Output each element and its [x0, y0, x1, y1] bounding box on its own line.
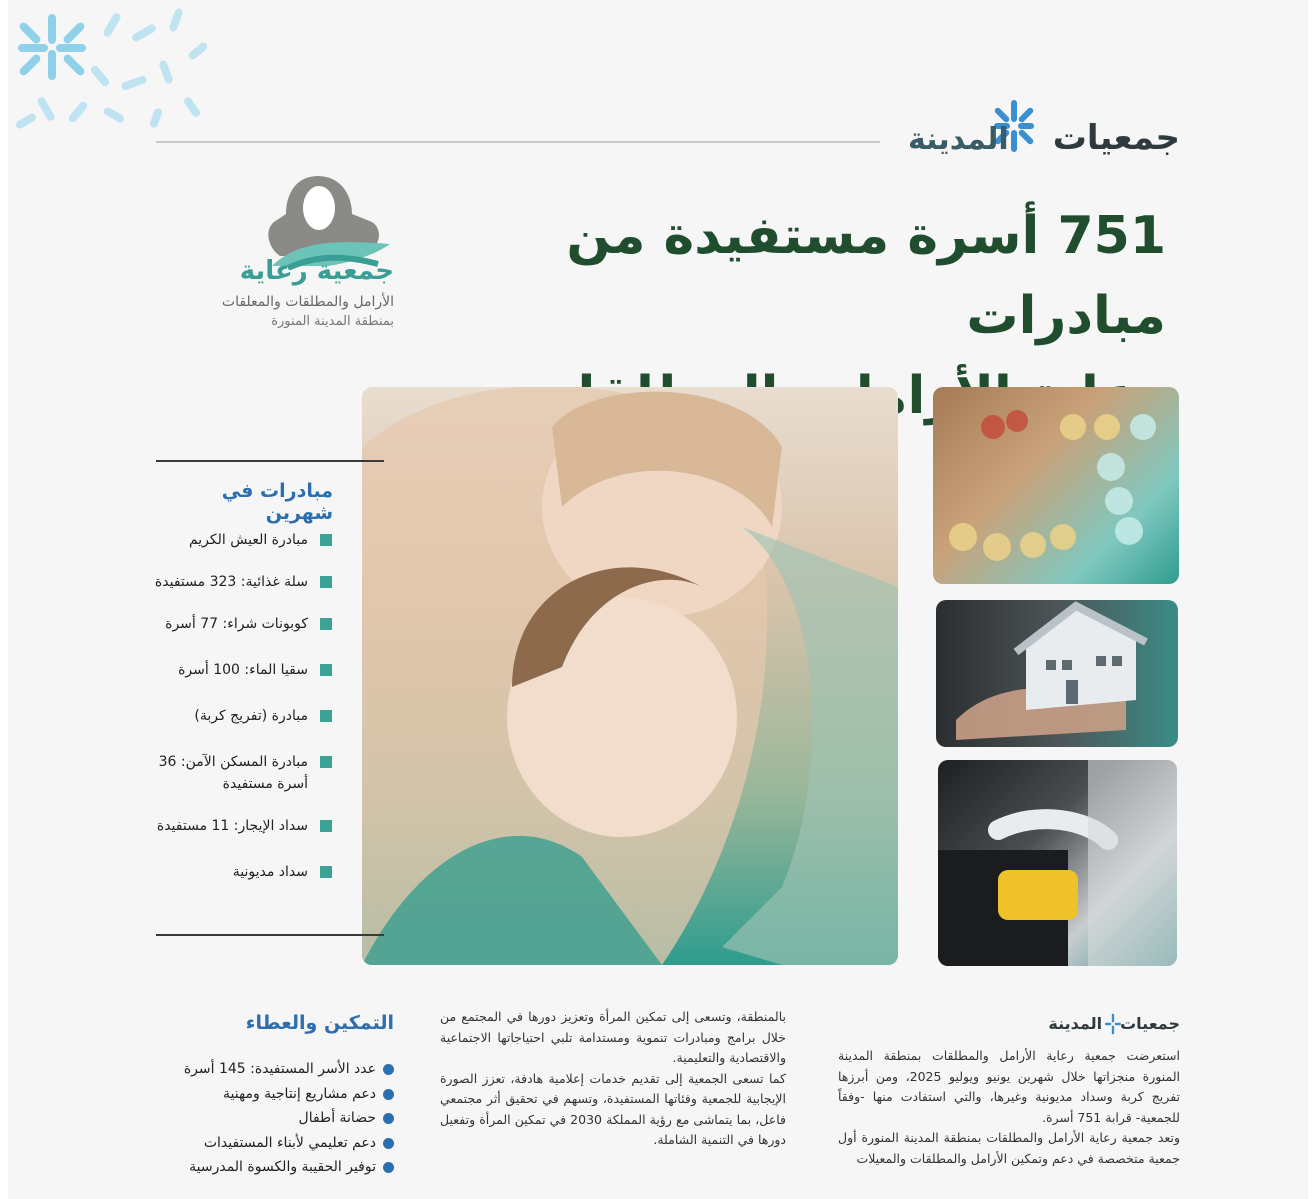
empowerment-list — [160, 1057, 396, 1180]
round-bullet-icon — [383, 1162, 394, 1173]
square-bullet-icon — [320, 820, 332, 832]
headline-line1: 751 أسرة مستفيدة من مبادرات — [566, 206, 1166, 346]
headline-line2: الأرامل — [828, 366, 1012, 426]
association-region: بمنطقة المدينة المنورة — [271, 314, 394, 329]
square-bullet-icon — [320, 534, 332, 546]
initiative-text: مبادرة العيش الكريم — [188, 532, 308, 548]
article-column-1 — [838, 1046, 1180, 1169]
initiative-text: سداد الإيجار: 11 مستفيدة — [156, 818, 308, 834]
top-divider — [156, 141, 880, 143]
article-paragraph: بالمنطقة، وتسعى إلى تمكين المرأة وتعزيز دورها في المجتمع من خلال برامج ومبادرات تنموية ومستدامة تلبي احتياجاتها الاجتماعية والاقتصادية والتعليمية. — [440, 1009, 786, 1065]
care-service-photo — [938, 760, 1177, 966]
empowerment-text: دعم مشاريع إنتاجية ومهنية — [223, 1085, 376, 1102]
empowerment-text: دعم تعليمي لأبناء المستفيدات — [203, 1134, 376, 1151]
woman-hands-logo-icon — [168, 170, 408, 270]
initiative-text: مبادرة (تفريج كربة) — [194, 708, 308, 724]
empowerment-item — [160, 1057, 396, 1082]
round-bullet-icon — [383, 1089, 394, 1100]
empowerment-text: عدد الأسر المستفيدة: 145 أسرة — [183, 1061, 376, 1077]
association-subtitle: الأرامل والمطلقات والمعلقات — [221, 294, 394, 310]
article-brand-part2: المدينة — [1048, 1014, 1103, 1033]
initiative-item — [138, 751, 334, 795]
empowerment-title: التمكين والعطاء — [245, 1012, 394, 1034]
initiative-text: مبادرة المسكن الآمن: 36 أسرة مستفيدة — [158, 754, 308, 792]
brand-logo — [902, 96, 1192, 160]
initiative-item — [138, 529, 334, 551]
initiative-item — [138, 571, 334, 593]
brand-name — [908, 118, 1180, 158]
initiative-item — [138, 861, 334, 883]
initiative-text: سقيا الماء: 100 أسرة — [178, 662, 308, 678]
empowerment-item — [160, 1106, 396, 1131]
initiatives-bottom-rule — [156, 934, 384, 936]
food-basket-photo — [933, 387, 1179, 584]
square-bullet-icon — [320, 756, 332, 768]
care-illustration — [938, 760, 1177, 966]
initiative-item — [138, 659, 334, 681]
initiative-item — [138, 705, 334, 727]
brand-part1: جمعيات — [1052, 118, 1180, 158]
mother-daughter-photo — [362, 387, 898, 965]
article-brand-name — [1048, 1014, 1180, 1033]
house-model-illustration — [936, 600, 1178, 747]
empowerment-text: حضانة أطفال — [298, 1110, 376, 1126]
initiative-text: سلة غذائية: 323 مستفيدة — [154, 574, 308, 590]
initiative-text: كوبونات شراء: 77 أسرة — [165, 616, 308, 632]
square-bullet-icon — [320, 866, 332, 878]
brand-part2: المدينة — [907, 122, 1009, 157]
mother-daughter-illustration — [362, 387, 898, 965]
decorative-asterisk-pattern — [12, 0, 222, 140]
article-brand-part1: جمعيات — [1120, 1014, 1180, 1033]
article-paragraph: وتعد جمعية رعاية الأرامل والمطلقات بمنطقة المدينة المنورة أول جمعية متخصصة في دعم وتمكين الأرامل والمطلقات والمعيلات — [838, 1130, 1180, 1166]
food-cans-illustration — [933, 387, 1179, 584]
round-bullet-icon — [383, 1138, 394, 1149]
initiatives-title: مبادرات في شهرين — [221, 480, 333, 524]
association-logo — [168, 170, 408, 340]
initiatives-top-rule — [156, 460, 384, 462]
round-bullet-icon — [383, 1064, 394, 1075]
empowerment-item — [160, 1131, 396, 1156]
article-column-2 — [440, 1007, 786, 1151]
empowerment-item — [160, 1082, 396, 1107]
house-in-hands-photo — [936, 600, 1178, 747]
initiative-item — [138, 815, 334, 837]
initiatives-list — [138, 525, 334, 883]
initiative-text: سداد مديونية — [232, 864, 308, 880]
initiative-item — [138, 613, 334, 635]
association-name: جمعية رعاية — [239, 256, 394, 286]
square-bullet-icon — [320, 576, 332, 588]
article-paragraph: كما تسعى الجمعية إلى تقديم خدمات إعلامية هادفة، تعزز الصورة الإيجابية للجمعية وفئاتها المستفيدة، وتسهم في تحقيق أثر مجتمعي فاعل، بما يتماشى مع رؤية المملكة 2030 في تمكين المرأة وتفعيل دورها في التنمية الشاملة. — [440, 1070, 787, 1147]
empowerment-text: توفير الحقيبة والكسوة المدرسية — [189, 1159, 376, 1175]
square-bullet-icon — [320, 618, 332, 630]
article-brand-logo — [1048, 1012, 1180, 1038]
round-bullet-icon — [383, 1113, 394, 1124]
empowerment-item — [160, 1155, 396, 1180]
square-bullet-icon — [320, 710, 332, 722]
newspaper-page — [8, 0, 1308, 1199]
square-bullet-icon — [320, 664, 332, 676]
article-paragraph: استعرضت جمعية رعاية الأرامل والمطلقات بمنطقة المدينة المنورة منجزاتها خلال شهرين يونيو ويوليو 2025، ومن أبرزها تفريج كربة وسداد مديونية وغيرها، والتي استفادت منها -وفقاً للجمعية- قرابة 751 أسرة. — [838, 1048, 1180, 1125]
